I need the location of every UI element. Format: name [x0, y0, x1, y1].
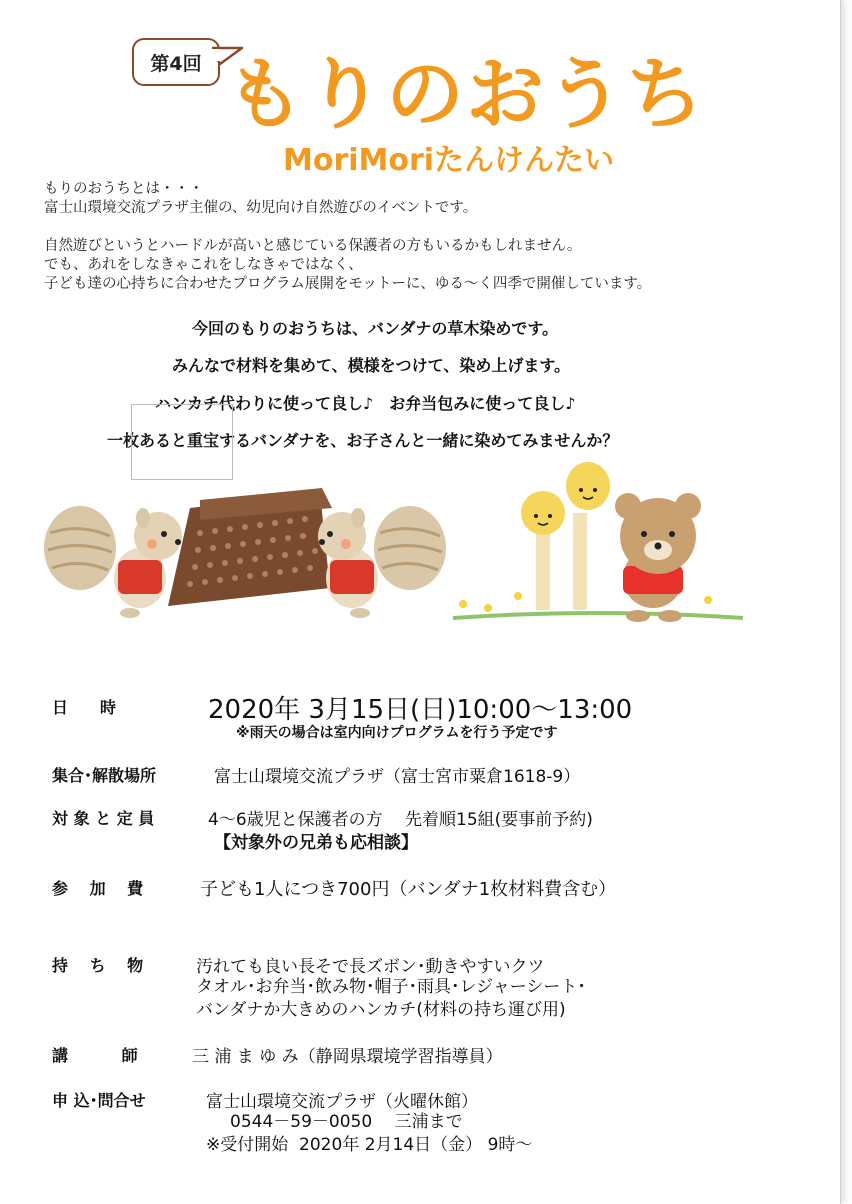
squirrels-with-bandana-illustration — [40, 488, 450, 628]
squirrel-left-icon — [44, 506, 182, 618]
datetime-value: 2020年 3月15日(日)10:00～13:00 — [208, 695, 633, 725]
instructor-value: 三 浦 ま ゆ み（静岡県環境学習指導員） — [192, 1047, 503, 1067]
intro-line: 富士山環境交流プラザ主催の、幼児向け自然遊びのイベントです。 — [44, 200, 478, 216]
contact-label: 申 込･問合せ — [52, 1091, 146, 1110]
bandana-icon — [168, 488, 332, 606]
plant-face-icon — [566, 462, 610, 610]
contact-phone: 0544－59－0050 三浦まで — [230, 1112, 463, 1132]
event-subtitle: MoriMoriたんけんたい — [283, 143, 615, 178]
contact-note: ※受付開始 2020年 2月14日（金） 9時～ — [206, 1135, 533, 1155]
grass-icon — [453, 592, 743, 618]
edition-badge: 第4回 — [132, 38, 220, 86]
items-line: 汚れても良い長そで長ズボン･動きやすいクツ — [196, 957, 545, 977]
items-line: タオル･お弁当･飲み物･帽子･雨具･レジャーシート･ — [196, 977, 586, 997]
intro-line: でも、あれをしなきゃこれをしなきゃではなく、 — [44, 257, 363, 273]
place-value: 富士山環境交流プラザ（富士宮市粟倉1618-9） — [214, 767, 581, 787]
highlight-line: みんなで材料を集めて、模様をつけて、染め上げます。 — [172, 356, 571, 375]
instructor-label: 講 師 — [52, 1046, 138, 1065]
items-line: バンダナか大きめのハンカチ(材料の持ち運び用) — [196, 1000, 566, 1020]
contact-line: 富士山環境交流プラザ（火曜休館） — [206, 1092, 478, 1112]
datetime-label: 日 時 — [52, 698, 117, 717]
intro-line: もりのおうちとは・・・ — [44, 181, 204, 197]
fee-value: 子ども1人につき700円（バンダナ1枚材料費含む） — [200, 879, 617, 900]
fee-label: 参 加 費 — [52, 879, 144, 898]
plant-face-icon — [521, 491, 565, 610]
items-label: 持 ち 物 — [52, 956, 144, 975]
intro-line: 自然遊びというとハードルが高いと感じている保護者の方もいるかもしれません。 — [44, 238, 582, 254]
highlight-line: 一枚あると重宝するバンダナを、お子さんと一緒に染めてみませんか？ — [107, 431, 619, 450]
target-label: 対 象 と 定 員 — [52, 809, 155, 828]
empty-frame — [131, 404, 233, 480]
target-note: 【対象外の兄弟も応相談】 — [214, 833, 418, 853]
highlight-line: 今回のもりのおうちは、バンダナの草木染めです。 — [192, 319, 559, 338]
event-title: もりのおうち — [226, 50, 707, 140]
squirrel-right-icon — [318, 506, 446, 618]
bear-and-plants-illustration — [448, 458, 748, 628]
place-label: 集合･解散場所 — [52, 766, 157, 785]
bear-icon — [615, 493, 701, 622]
target-value: 4～6歳児と保護者の方 先着順15組(要事前予約) — [208, 810, 593, 830]
rain-note: ※雨天の場合は室内向けプログラムを行う予定です — [236, 725, 558, 741]
intro-line: 子ども達の心持ちに合わせたプログラム展開をモットーに、ゆる～く四季で開催しています。 — [44, 276, 652, 292]
highlight-line: ハンカチ代わりに使って良し♪ お弁当包みに使って良し♪ — [155, 394, 576, 413]
